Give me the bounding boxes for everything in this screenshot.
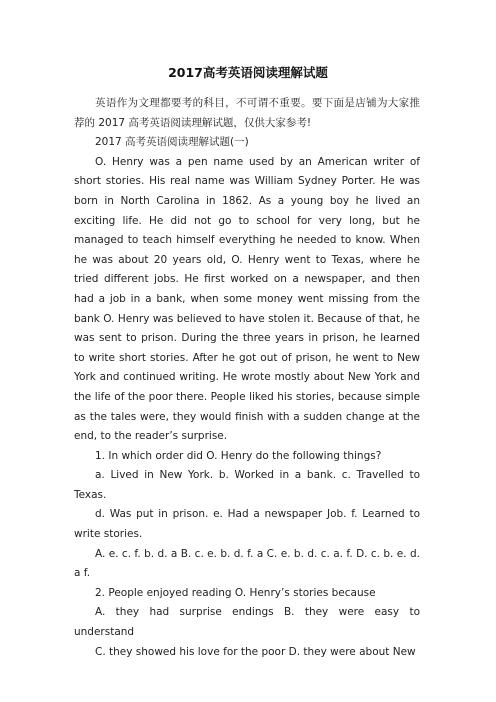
intro-paragraph: 英语作为文理都要考的科目，不可谓不重要。要下面是店铺为大家推荐的 2017 高考英语阅读理解试题，仅供大家参考! bbox=[74, 97, 420, 129]
question-1-items-d: d. Was put in prison. e. Had a newspaper Job. f. Learned to write stories. bbox=[74, 508, 420, 541]
section-heading: 2017 高考英语阅读理解试题(一) bbox=[95, 136, 249, 149]
question-1-choices: A. e. c. f. b. d. a B. c. e. b. d. f. a C. e. b. d. c. a. f. D. c. b. e. d. a f. bbox=[74, 547, 420, 580]
question-1-items-a: a. Lived in New York. b. Worked in a bank. c. Travelled to Texas. bbox=[74, 469, 420, 501]
question-2: 2. People enjoyed reading O. Henry’s stories because bbox=[95, 586, 376, 599]
question-2-choices-ab: A. they had surprise endings B. they were easy to understand bbox=[74, 606, 420, 639]
passage-paragraph: O. Henry was a pen name used by an American writer of short stories. His real name was William Sydney Porter. He was born in North Carolina in 1862. As a young boy he lived an exciting life. He did not go to school for very long, but he managed to teach himself everything he needed to know. When he was about 20 years old, O. Henry went to Texas, where he tried different jobs. He first worked on a newspaper, and then had a job in a bank, when some money went missing from the bank O. Henry was believed to have stolen it. Because of that, he was sent to prison. During the three years in prison, he learned to write short stories. After he got out of prison, he went to New York and continued writing. He wrote mostly about New York and the life of the poor there. People liked his stories, because simple as the tales were, they would finish with a sudden change at the end, to the reader’s surprise. bbox=[74, 155, 420, 443]
question-1: 1. In which order did O. Henry do the following things? bbox=[95, 449, 382, 462]
document-body bbox=[74, 94, 420, 662]
question-2-choices-cd: C. they showed his love for the poor D. they were about New bbox=[95, 645, 416, 658]
document-title: 2017高考英语阅读理解试题 bbox=[168, 65, 328, 80]
